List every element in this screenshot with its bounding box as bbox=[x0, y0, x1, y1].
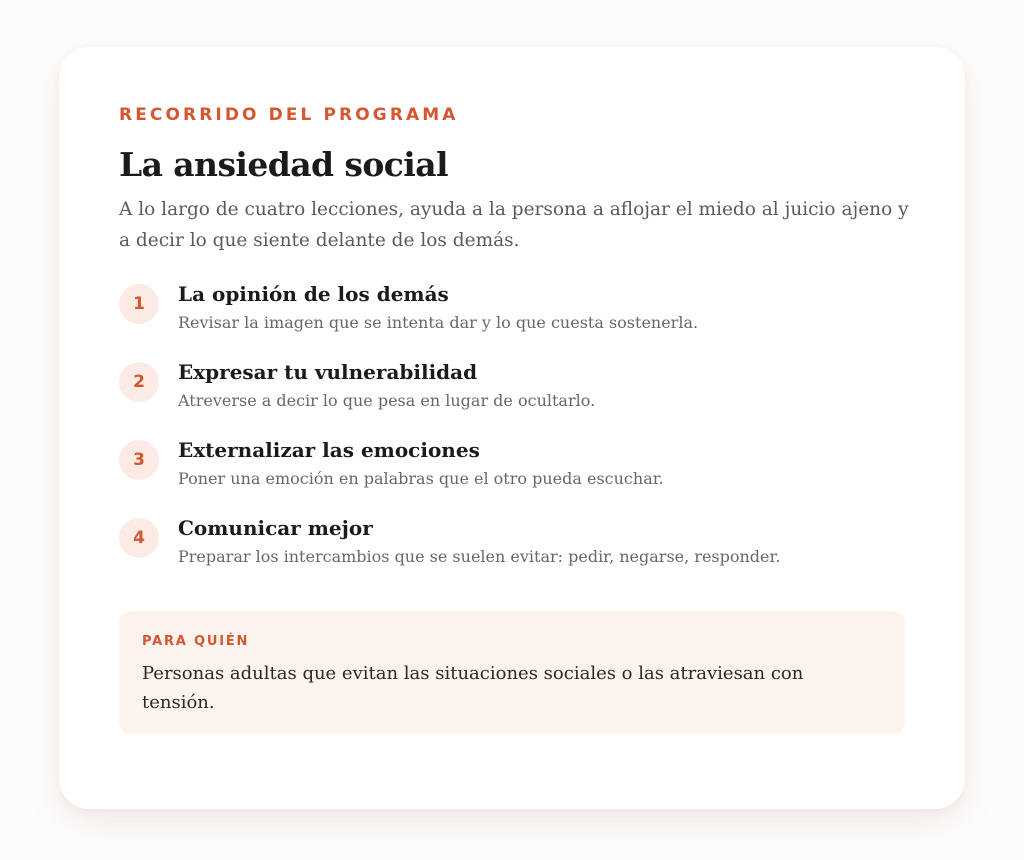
lesson-text bbox=[178, 512, 781, 569]
audience-text: Personas adultas que evitan las situaciones sociales o las atraviesan con tensión. bbox=[142, 663, 804, 713]
page-title: La ansiedad social bbox=[119, 145, 448, 184]
eyebrow-label: RECORRIDO DEL PROGRAMA bbox=[119, 105, 459, 125]
lesson-number-badge: 3 bbox=[119, 440, 159, 480]
lesson-title: Comunicar mejor bbox=[178, 516, 373, 540]
lesson-number-badge: 4 bbox=[119, 518, 159, 558]
lesson-description: Revisar la imagen que se intenta dar y lo que cuesta sostenerla. bbox=[178, 313, 699, 332]
program-card bbox=[59, 47, 965, 809]
lesson-title: Expresar tu vulnerabilidad bbox=[178, 360, 478, 384]
lesson-description: Poner una emoción en palabras que el otro pueda escuchar. bbox=[178, 469, 664, 488]
lesson-list bbox=[119, 278, 905, 590]
lesson-title: La opinión de los demás bbox=[178, 282, 449, 306]
lesson-item-4 bbox=[119, 512, 905, 590]
audience-panel bbox=[119, 611, 905, 734]
intro-text: A lo largo de cuatro lecciones, ayuda a la persona a aflojar el miedo al juicio ajeno y a decir lo que siente delante de los demás. bbox=[119, 199, 909, 251]
lesson-text bbox=[178, 434, 664, 491]
lesson-item-2 bbox=[119, 356, 905, 434]
lesson-item-3 bbox=[119, 434, 905, 512]
lesson-text bbox=[178, 356, 595, 413]
lesson-description: Preparar los intercambios que se suelen evitar: pedir, negarse, responder. bbox=[178, 547, 781, 566]
audience-label: PARA QUIÉN bbox=[142, 634, 250, 649]
lesson-text bbox=[178, 278, 698, 335]
lesson-title: Externalizar las emociones bbox=[178, 438, 480, 462]
lesson-number-badge: 2 bbox=[119, 362, 159, 402]
lesson-item-1 bbox=[119, 278, 905, 356]
lesson-number-badge: 1 bbox=[119, 284, 159, 324]
lesson-description: Atreverse a decir lo que pesa en lugar de ocultarlo. bbox=[178, 391, 596, 410]
